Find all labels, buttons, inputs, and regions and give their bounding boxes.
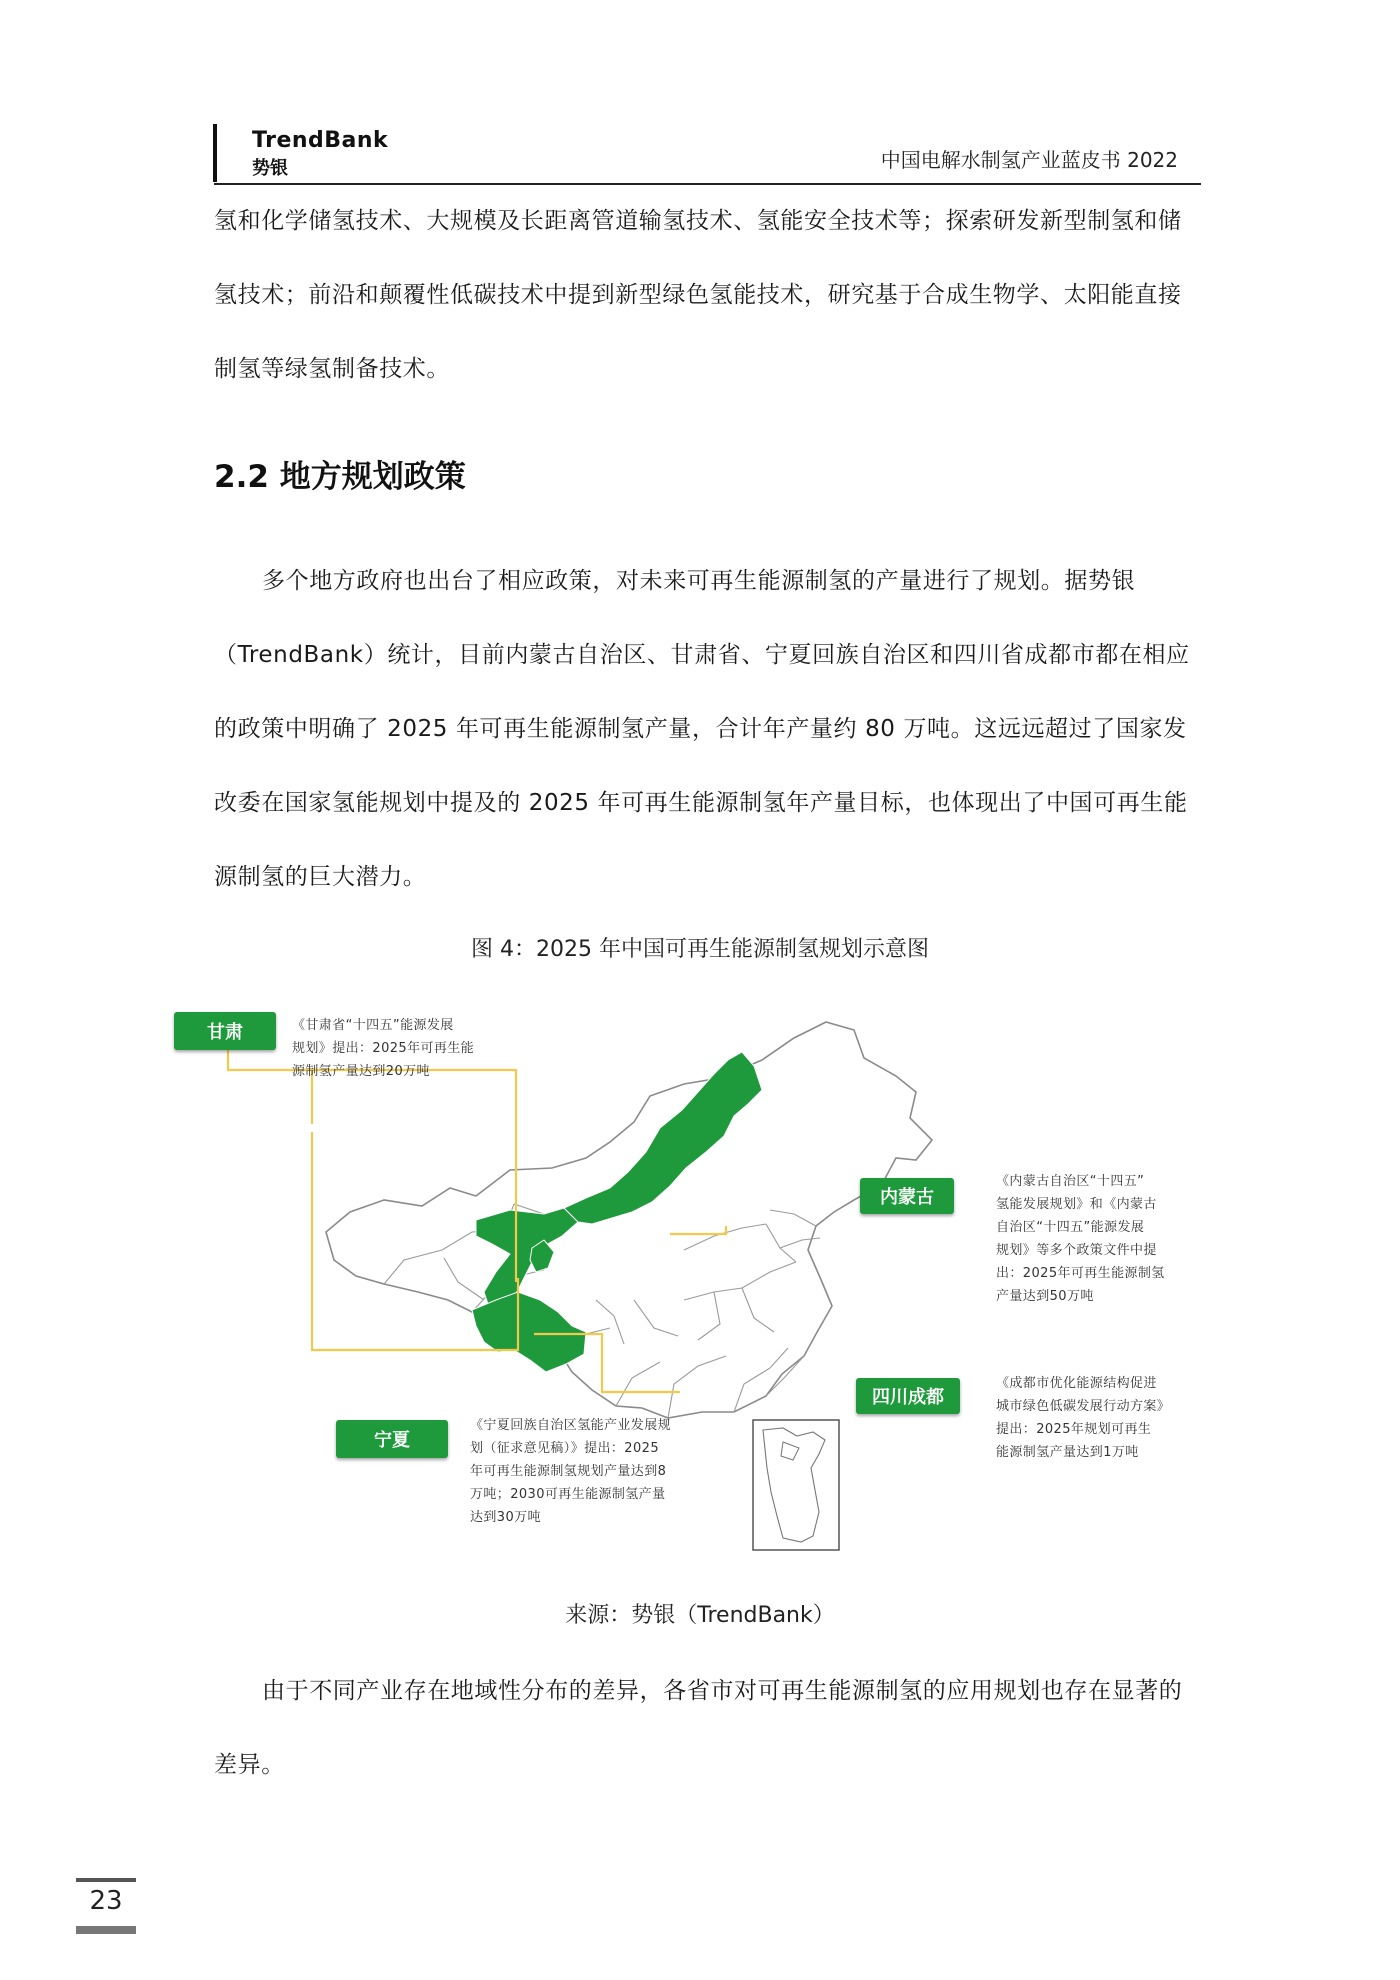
logo-divider	[213, 124, 217, 182]
tag-gansu: 甘肃	[174, 1012, 276, 1050]
page-number-bar-top	[76, 1878, 136, 1882]
note-ningxia: 《宁夏回族自治区氢能产业发展规 划（征求意见稿）》提出：2025 年可再生能源制氢规划产量达到8 万吨；2030可再生能源制氢产量 达到30万吨	[470, 1418, 672, 1525]
figure-source: 来源：势银（TrendBank）	[565, 1603, 835, 1628]
section-title: 2.2 地方规划政策	[214, 459, 466, 495]
china-hydrogen-map	[207, 1000, 1200, 1560]
figure-caption: 图 4：2025 年中国可再生能源制氢规划示意图	[471, 937, 929, 962]
logo-chinese: 势银	[252, 158, 288, 179]
note-gansu: 《甘肃省“十四五”能源发展 规划》提出：2025年可再生能 源制氢产量达到20万吨	[292, 1018, 475, 1079]
paragraph-3: 由于不同产业存在地域性分布的差异，各省市对可再生能源制氢的应用规划也存在显著的差异。	[214, 1678, 1183, 1778]
south-china-sea-inset	[753, 1420, 839, 1550]
page-number: 23	[89, 1886, 123, 1916]
document-title: 中国电解水制氢产业蓝皮书 2022	[880, 148, 1178, 172]
page-number-bar-bottom	[76, 1926, 136, 1934]
tag-ningxia: 宁夏	[336, 1420, 448, 1458]
paragraph-2: 多个地方政府也出台了相应政策，对未来可再生能源制氢的产量进行了规划。据势银（TrendBank）统计，目前内蒙古自治区、甘肃省、宁夏回族自治区和四川省成都市都在相应的政策中明确了 2025 年可再生能源制氢产量，合计年产量约 80 万吨。这远远超过了国家发改委在国家氢能规划中提及的 2025 年可再生能源制氢年产量目标，也体现出了中国可再生能源制氢的巨大潜力。	[214, 568, 1190, 890]
note-inner-mongolia: 《内蒙古自治区“十四五” 氢能发展规划》和《内蒙古 自治区“十四五”能源发展 规划》等多个政策文件中提 出：2025年可再生能源制氢 产量达到50万吨	[996, 1174, 1165, 1304]
tag-sichuan-chengdu: 四川成都	[856, 1378, 960, 1414]
note-sichuan-chengdu: 《成都市优化能源结构促进 城市绿色低碳发展行动方案》 提出：2025年规划可再生 能源制氢产量达到1万吨	[996, 1376, 1171, 1460]
tag-inner-mongolia: 内蒙古	[860, 1178, 954, 1214]
logo-trendbank: TrendBank	[252, 128, 389, 153]
paragraph-1: 氢和化学储氢技术、大规模及长距离管道输氢技术、氢能安全技术等；探索研发新型制氢和储氢技术；前沿和颠覆性低碳技术中提到新型绿色氢能技术，研究基于合成生物学、太阳能直接制氢等绿氢制备技术。	[214, 208, 1182, 382]
